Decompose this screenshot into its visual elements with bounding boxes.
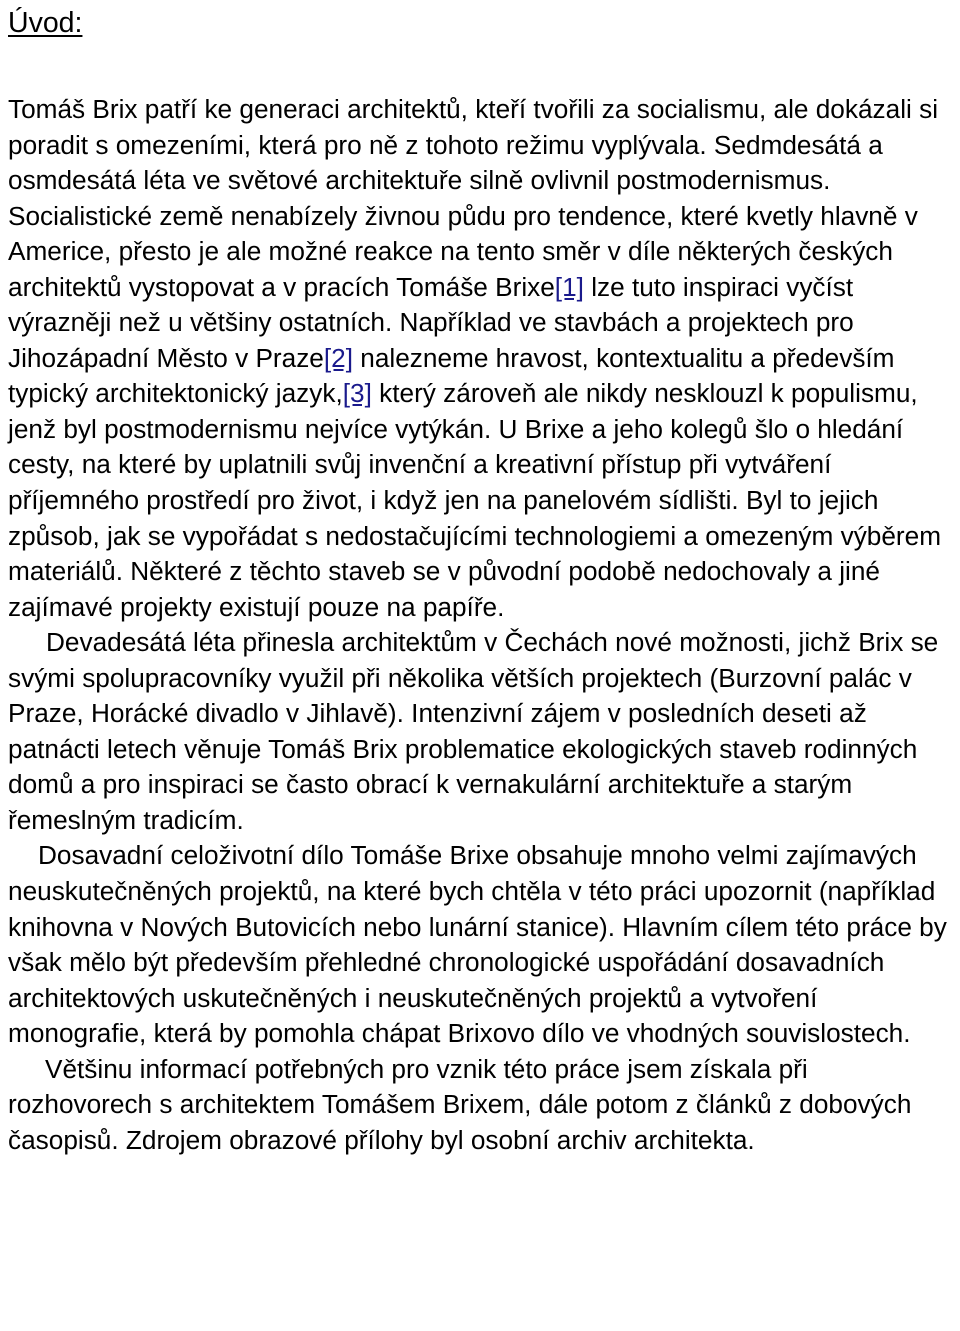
section-heading: Úvod: — [8, 7, 83, 39]
paragraph-1 — [8, 92, 956, 625]
paragraph-text: nalezneme hravost, kontextualitu a především typický architektonický jazyk, — [8, 342, 895, 409]
body-text — [8, 92, 956, 1158]
paragraph-text: Většinu informací potřebných pro vznik této práce jsem získala při rozhovorech s architektem Tomášem Brixem, dále potom z článků z dobových časopisů. Zdrojem obrazové přílohy byl osobní archiv architekta. — [8, 1053, 912, 1155]
footnote-link-2[interactable]: [2] — [323, 342, 353, 373]
paragraph-3 — [8, 838, 956, 1051]
paragraph-4 — [8, 1052, 956, 1159]
document-page — [8, 0, 956, 1158]
paragraph-text: Devadesátá léta přinesla architektům v Čechách nové možnosti, jichž Brix se svými spolupracovníky využil při několika větších projektech (Burzovní palác v Praze, Horácké divadlo v Jihlavě). Intenzivní zájem v posledních deseti až patnácti letech věnuje Tomáš Brix problematice ekologických staveb rodinných domů a pro inspiraci se často obrací k vernakulární architektuře a starým řemeslným tradicím. — [8, 627, 939, 835]
paragraph-text: Dosavadní celoživotní dílo Tomáše Brixe obsahuje mnoho velmi zajímavých neuskutečněných projektů, na které bych chtěla v této práci upozornit (například knihovna v Nových Butovicích nebo lunární stanice). Hlavním cílem této práce by však mělo být především přehledné chronologické uspořádání dosavadních architektových uskutečněných i neuskutečněných projektů a vytvoření monografie, která by pomohla chápat Brixovo dílo ve vhodných souvislostech. — [8, 840, 947, 1049]
paragraph-2 — [8, 625, 956, 838]
paragraph-text: který zároveň ale nikdy nesklouzl k populismu, jenž byl postmodernismu nejvíce vytýkán. U Brixe a jeho kolegů šlo o hledání cesty, na které by uplatnili svůj invenční a kreativní přístup při vytváření příjemného prostředí pro život, i když jen na panelovém sídlišti. Byl to jejich způsob, jak se vypořádat s nedostačujícími technologiemi a omezeným výběrem materiálů. Některé z těchto staveb se v původní podobě nedochovaly a jiné zajímavé projekty existují pouze na papíře. — [8, 378, 942, 622]
paragraph-text: lze tuto inspiraci vyčíst výrazněji než u většiny ostatních. Například ve stavbách a projektech pro Jihozápadní Město v Praze — [8, 271, 854, 373]
footnote-link-1[interactable]: [1] — [554, 271, 584, 302]
paragraph-text: Tomáš Brix patří ke generaci architektů, kteří tvořili za socialismu, ale dokázali si poradit s omezeními, která pro ně z tohoto režimu vyplývala. Sedmdesátá a osmdesátá léta ve světové architektuře silně ovlivnil postmodernismus. Socialistické země nenabízely živnou půdu pro tendence, které kvetly hlavně v Americe, přesto je ale možné reakce na tento směr v díle některých českých architektů vystopovat a v pracích Tomáše Brixe — [8, 94, 939, 302]
footnote-link-3[interactable]: [3] — [342, 378, 372, 409]
